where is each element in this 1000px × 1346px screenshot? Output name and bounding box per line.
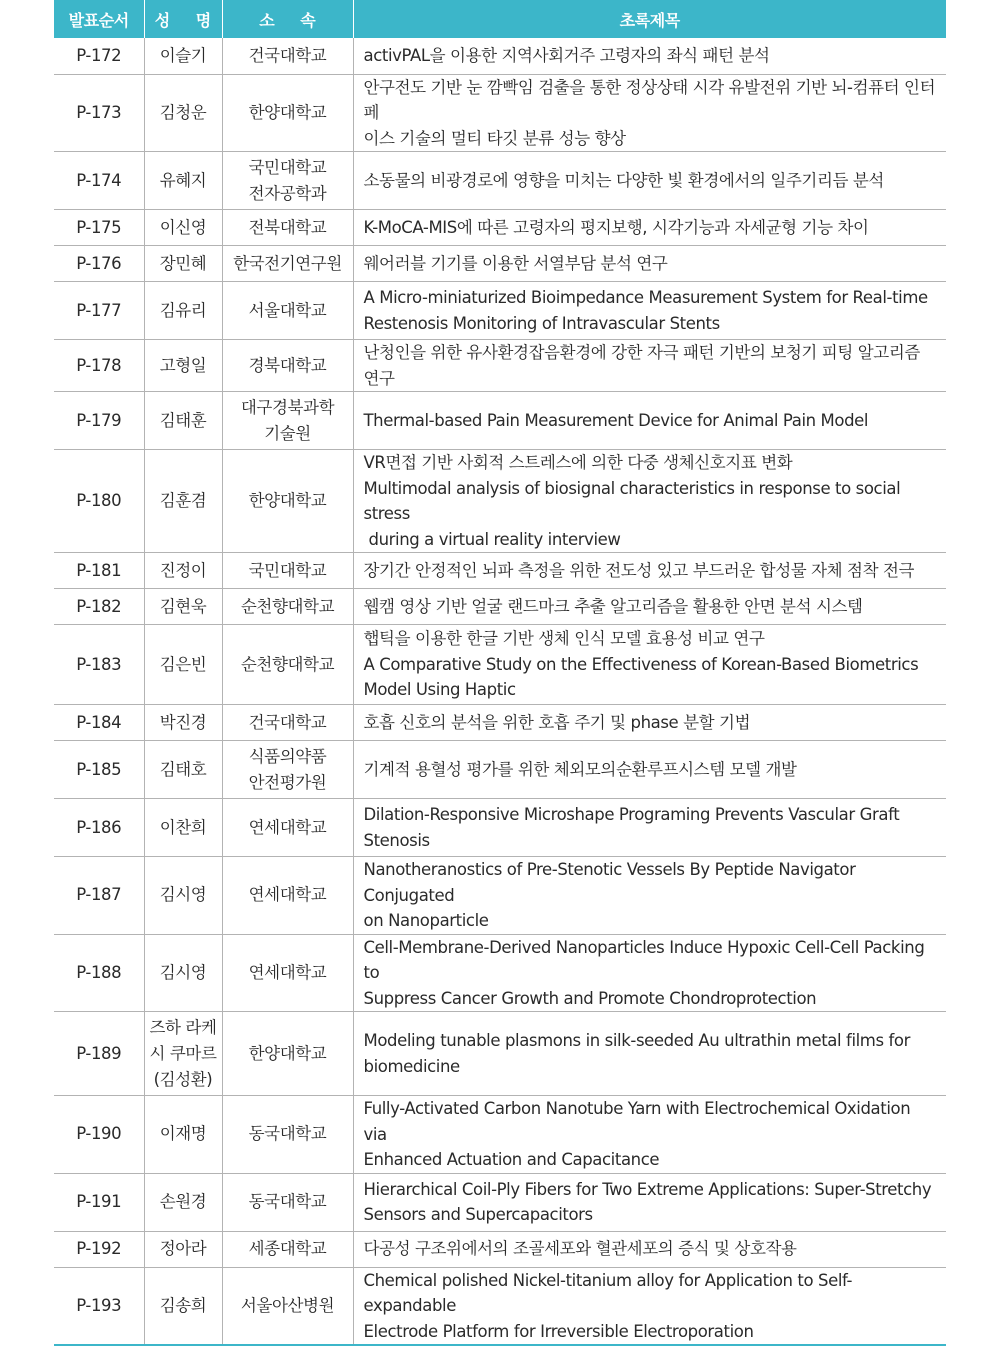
abstract-title-line: Electrode Platform for Irreversible Electroporation (363, 1321, 754, 1341)
abstract-title (353, 246, 946, 282)
affiliation (222, 741, 353, 799)
presenter-name (144, 210, 222, 246)
presenter-name-line: 김유리 (159, 300, 207, 320)
abstract-title (353, 1231, 946, 1267)
table-row (54, 857, 946, 935)
affiliation (222, 246, 353, 282)
presenter-name (144, 705, 222, 741)
abstract-title-line: Enhanced Actuation and Capacitance (363, 1150, 660, 1169)
abstract-title-line: on Nanoparticle (363, 911, 489, 930)
affiliation-line: 한양대학교 (248, 1043, 327, 1063)
header-name: 성 명 (144, 0, 222, 38)
presentation-number: P-172 (54, 38, 144, 74)
presentation-number: P-173 (54, 74, 144, 152)
abstract-title-line: 기계적 용혈성 평가를 위한 체외모의순환루프시스템 모델 개발 (363, 759, 797, 779)
presentation-number: P-176 (54, 246, 144, 282)
header-abstract-title: 초록제목 (353, 0, 946, 38)
abstract-title (353, 857, 946, 935)
presentation-number: P-187 (54, 857, 144, 935)
table-row (54, 282, 946, 340)
presentation-number: P-184 (54, 705, 144, 741)
table-row (54, 1231, 946, 1267)
affiliation (222, 1267, 353, 1345)
abstract-title (353, 1173, 946, 1231)
abstract-title (353, 553, 946, 589)
presenter-name-line: 정아라 (159, 1239, 207, 1258)
presentation-number: P-183 (54, 625, 144, 705)
affiliation-line: 식품의약품 (248, 746, 327, 766)
presentation-number: P-174 (54, 152, 144, 210)
presentation-number: P-180 (54, 450, 144, 553)
presentation-number: P-188 (54, 934, 144, 1012)
table-row (54, 741, 946, 799)
presenter-name-line: 이찬희 (159, 817, 207, 837)
table-row (54, 625, 946, 705)
presenter-name-line: 김송희 (159, 1295, 207, 1315)
abstract-title-line: 햅틱을 이용한 한글 기반 생체 인식 모델 효용성 비교 연구 (363, 629, 765, 649)
abstract-title (353, 1012, 946, 1096)
abstract-title-line: Modeling tunable plasmons in silk-seeded Au ultrathin metal films for (363, 1031, 911, 1050)
table-row (54, 1096, 946, 1174)
presenter-name (144, 589, 222, 625)
abstract-title-line: Fully-Activated Carbon Nanotube Yarn with Electrochemical Oxidation via (363, 1099, 911, 1144)
abstract-title (353, 705, 946, 741)
affiliation-line: 한양대학교 (248, 102, 327, 122)
table-row (54, 1173, 946, 1231)
affiliation-line: 건국대학교 (248, 712, 327, 732)
presenter-name (144, 1096, 222, 1174)
affiliation-line: 서울대학교 (248, 300, 327, 320)
affiliation-line: 국민대학교 (248, 157, 327, 177)
abstract-title-line: Thermal-based Pain Measurement Device for Animal Pain Model (363, 410, 869, 430)
presentation-number: P-182 (54, 589, 144, 625)
abstract-title-line: Sensors and Supercapacitors (363, 1205, 593, 1224)
abstract-title-line: 안구전도 기반 눈 깜빡임 검출을 통한 정상상태 시각 유발전위 기반 뇌-컴퓨터 인터페 (363, 77, 936, 122)
abstract-title-line: Multimodal analysis of biosignal characteristics in response to social stress (363, 478, 901, 523)
presentation-number: P-192 (54, 1231, 144, 1267)
affiliation-line: 동국대학교 (248, 1192, 327, 1211)
affiliation-line: 순천향대학교 (240, 596, 335, 616)
abstract-title (353, 340, 946, 392)
abstract-title (353, 210, 946, 246)
affiliation (222, 340, 353, 392)
abstract-title-line: Stenosis (363, 830, 430, 850)
presenter-name-line: 이신영 (159, 217, 207, 237)
presenter-name (144, 625, 222, 705)
affiliation-line: 세종대학교 (248, 1239, 327, 1258)
presenter-name (144, 246, 222, 282)
affiliation-line: 대구경북과학 (240, 397, 335, 417)
presenter-name-line: 즈하 라케 (149, 1017, 217, 1037)
abstract-title-line: Restenosis Monitoring of Intravascular Stents (363, 313, 720, 333)
presenter-name-line: 진정이 (159, 560, 207, 580)
presenter-name-line: 시 쿠마르 (149, 1043, 217, 1063)
presenter-name (144, 74, 222, 152)
affiliation-line: 서울아산병원 (240, 1295, 335, 1315)
affiliation-line: 건국대학교 (248, 45, 327, 65)
affiliation (222, 625, 353, 705)
abstract-title-line: Nanotheranostics of Pre-Stenotic Vessels By Peptide Navigator Conjugated (363, 860, 856, 905)
presenter-name (144, 741, 222, 799)
presenter-name-line: 김은빈 (159, 654, 207, 674)
presenter-name (144, 553, 222, 589)
affiliation (222, 392, 353, 450)
presentation-number: P-181 (54, 553, 144, 589)
affiliation-line: 연세대학교 (248, 962, 327, 982)
abstract-title-line: 이스 기술의 멀티 타깃 분류 성능 향상 (363, 128, 626, 148)
affiliation (222, 210, 353, 246)
abstract-title-line: 다공성 구조위에서의 조골세포와 혈관세포의 증식 및 상호작용 (363, 1239, 797, 1259)
abstract-title-line: A Comparative Study on the Effectiveness of Korean-Based Biometrics (363, 654, 919, 674)
abstract-title (353, 38, 946, 74)
affiliation (222, 1173, 353, 1231)
header-presentation-order: 발표순서 (54, 0, 144, 38)
abstract-title (353, 625, 946, 705)
affiliation (222, 282, 353, 340)
affiliation-line: 순천향대학교 (240, 654, 335, 674)
presenter-name (144, 1173, 222, 1231)
presenter-name (144, 340, 222, 392)
abstract-title-line: 호흡 신호의 분석을 위한 호흡 주기 및 phase 분할 기법 (363, 712, 751, 732)
table-row (54, 74, 946, 152)
table-row (54, 246, 946, 282)
presentation-number: P-191 (54, 1173, 144, 1231)
affiliation-line: 경북대학교 (248, 355, 327, 375)
presentation-number: P-193 (54, 1267, 144, 1345)
table-row (54, 210, 946, 246)
abstract-title (353, 152, 946, 210)
abstract-title-line: biomedicine (363, 1056, 460, 1076)
affiliation (222, 857, 353, 935)
affiliation (222, 38, 353, 74)
abstract-title-line: K-MoCA-MIS에 따른 고령자의 평지보행, 시각기능과 자세균형 기능 차이 (363, 217, 869, 237)
presenter-name-line: 김현욱 (159, 596, 207, 616)
abstract-title (353, 450, 946, 553)
table-row (54, 152, 946, 210)
affiliation (222, 553, 353, 589)
abstract-title (353, 392, 946, 450)
presenter-name-line: 이재명 (159, 1124, 207, 1144)
table-row (54, 1012, 946, 1096)
presentation-number: P-185 (54, 741, 144, 799)
presenter-name-line: (김성환) (153, 1069, 213, 1089)
affiliation (222, 1012, 353, 1096)
presenter-name (144, 1231, 222, 1267)
poster-program-table (54, 0, 946, 1346)
presenter-name (144, 799, 222, 857)
abstract-title (353, 1267, 946, 1345)
presentation-number: P-177 (54, 282, 144, 340)
affiliation-line: 국민대학교 (248, 560, 327, 580)
presentation-number: P-175 (54, 210, 144, 246)
presenter-name-line: 손원경 (159, 1192, 207, 1211)
abstract-title-line: 웹캠 영상 기반 얼굴 랜드마크 추출 알고리즘을 활용한 안면 분석 시스템 (363, 596, 863, 616)
presentation-number: P-186 (54, 799, 144, 857)
table-row (54, 450, 946, 553)
affiliation-line: 연세대학교 (248, 885, 327, 905)
abstract-title-line: activPAL을 이용한 지역사회거주 고령자의 좌식 패턴 분석 (363, 46, 770, 65)
abstract-title (353, 799, 946, 857)
affiliation (222, 450, 353, 553)
abstract-title-line: 장기간 안정적인 뇌파 측정을 위한 전도성 있고 부드러운 합성물 자체 점착 전극 (363, 560, 915, 580)
affiliation (222, 152, 353, 210)
abstract-title-line: Dilation-Responsive Microshape Programing Prevents Vascular Graft (363, 805, 900, 824)
header-affiliation: 소 속 (222, 0, 353, 38)
table-row (54, 589, 946, 625)
presenter-name-line: 이슬기 (159, 45, 207, 65)
presenter-name-line: 유혜지 (159, 170, 207, 190)
table-row (54, 392, 946, 450)
abstract-title (353, 282, 946, 340)
presenter-name-line: 김청운 (159, 102, 207, 122)
affiliation-line: 안전평가원 (248, 772, 327, 792)
presenter-name (144, 38, 222, 74)
affiliation (222, 934, 353, 1012)
presenter-name-line: 고형일 (159, 355, 207, 375)
affiliation-line: 기술원 (264, 423, 311, 443)
presenter-name (144, 450, 222, 553)
abstract-title-line: Cell-Membrane-Derived Nanoparticles Induce Hypoxic Cell-Cell Packing to (363, 937, 925, 982)
abstract-title-line: during a virtual reality interview (368, 529, 621, 549)
affiliation (222, 1096, 353, 1174)
affiliation-line: 한국전기연구원 (233, 253, 342, 273)
abstract-title-line: A Micro-miniaturized Bioimpedance Measurement System for Real-time (363, 288, 928, 307)
abstract-title-line: Suppress Cancer Growth and Promote Chondroprotection (363, 988, 817, 1008)
table-row (54, 38, 946, 74)
affiliation (222, 589, 353, 625)
table-row (54, 1267, 946, 1345)
abstract-title (353, 74, 946, 152)
abstract-title-line: Hierarchical Coil-Ply Fibers for Two Extreme Applications: Super-Stretchy (363, 1179, 932, 1199)
presenter-name (144, 1267, 222, 1345)
abstract-title (353, 934, 946, 1012)
table-header-row (54, 0, 946, 38)
presenter-name-line: 박진경 (159, 712, 207, 732)
affiliation (222, 74, 353, 152)
affiliation-line: 동국대학교 (248, 1124, 327, 1144)
presenter-name (144, 857, 222, 935)
affiliation (222, 799, 353, 857)
table-row (54, 553, 946, 589)
abstract-title-line: Model Using Haptic (363, 680, 516, 700)
presenter-name (144, 282, 222, 340)
abstract-title (353, 1096, 946, 1174)
abstract-title-line: 웨어러블 기기를 이용한 서열부담 분석 연구 (363, 253, 668, 273)
abstract-title-line: 소동물의 비광경로에 영향을 미치는 다양한 빛 환경에서의 일주기리듬 분석 (363, 170, 884, 190)
affiliation-line: 연세대학교 (248, 817, 327, 837)
presenter-name (144, 1012, 222, 1096)
table-row (54, 934, 946, 1012)
affiliation (222, 1231, 353, 1267)
presentation-number: P-179 (54, 392, 144, 450)
affiliation (222, 705, 353, 741)
presentation-number: P-190 (54, 1096, 144, 1174)
presenter-name-line: 김시영 (159, 962, 207, 982)
presenter-name-line: 김태호 (159, 759, 207, 779)
presentation-number: P-189 (54, 1012, 144, 1096)
abstract-title-line: VR면접 기반 사회적 스트레스에 의한 다중 생체신호지표 변화 (363, 453, 793, 472)
presenter-name-line: 김태훈 (159, 410, 207, 430)
presenter-name-line: 김시영 (159, 885, 207, 905)
presenter-name-line: 김훈겸 (159, 491, 207, 510)
table-row (54, 340, 946, 392)
affiliation-line: 전자공학과 (248, 183, 327, 203)
table-row (54, 799, 946, 857)
presenter-name (144, 392, 222, 450)
table-row (54, 705, 946, 741)
abstract-title-line: 난청인을 위한 유사환경잡음환경에 강한 자극 패턴 기반의 보청기 피팅 알고리즘 연구 (363, 343, 920, 388)
presentation-number: P-178 (54, 340, 144, 392)
presenter-name (144, 934, 222, 1012)
abstract-title-line: Chemical polished Nickel-titanium alloy for Application to Self-expandable (363, 1270, 853, 1315)
abstract-title (353, 589, 946, 625)
presenter-name-line: 장민혜 (159, 253, 207, 273)
presenter-name (144, 152, 222, 210)
affiliation-line: 한양대학교 (248, 491, 327, 510)
table-body (54, 38, 946, 1345)
affiliation-line: 전북대학교 (248, 217, 327, 237)
abstract-title (353, 741, 946, 799)
